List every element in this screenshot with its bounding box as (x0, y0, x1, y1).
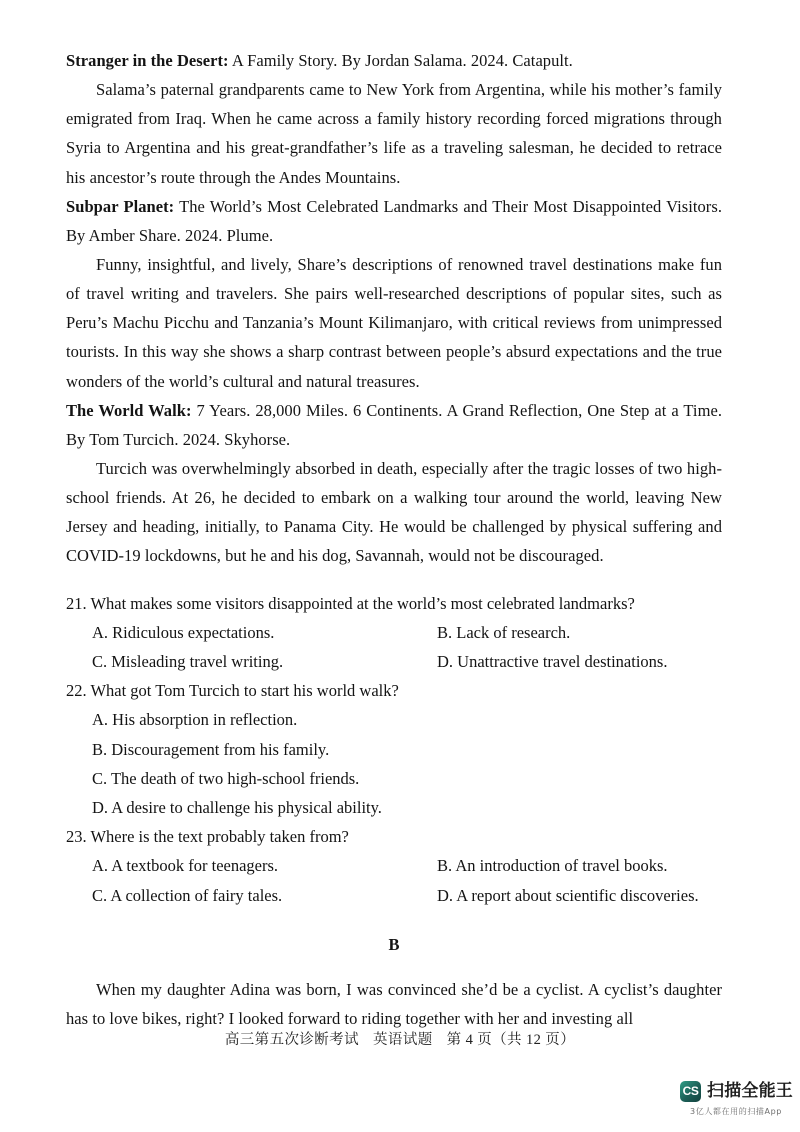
question-22-options-row-2 (66, 735, 722, 764)
book-subtitle-2: The World’s Most Celebrated Landmarks and Their Most Disappointed Visitors. By Amber Share. 2024. Plume. (66, 196, 722, 245)
question-23-options-row-2 (66, 881, 722, 910)
section-b-label: B (388, 934, 400, 954)
question-21 (66, 589, 722, 677)
question-23-option-c[interactable]: C. A collection of fairy tales. (92, 885, 283, 905)
question-22-options-row-3 (66, 764, 722, 793)
camscanner-logo-icon: CS (680, 1081, 701, 1102)
watermark-app-name: 扫描全能王 (707, 1080, 793, 1101)
footer-exam-name: 高三第五次诊断考试 (224, 1032, 359, 1048)
question-23-options-row-1 (66, 851, 722, 880)
question-21-option-d[interactable]: D. Unattractive travel destinations. (437, 652, 668, 672)
question-21-options-row-2 (66, 647, 722, 676)
book-heading-2 (66, 192, 722, 250)
book-body-1: Salama’s paternal grandparents came to New York from Argentina, while his mother’s family emigrated from Iraq. When he came across a family history recording forced migrations through Syria to Argentina and his great-grandfather’s life as a traveling salesman, he decided to retrace his ancestor’s route through the Andes Mountains. (66, 80, 722, 187)
page-content (66, 46, 722, 1033)
book-heading-1 (66, 46, 722, 75)
book-body-2: Funny, insightful, and lively, Share’s descriptions of renowned travel destinations make fun of travel writing and travelers. She pairs well-researched descriptions of popular sites, such as Peru’s Machu Picchu and Tanzania’s Mount Kilimanjaro, with critical reviews from unimpressed tourists. In this way she shows a sharp contrast between people’s absurd expectations and the true wonders of the world’s cultural and natural treasures. (66, 254, 722, 391)
watermark-tagline: 3亿人都在用的扫描App (690, 1107, 782, 1116)
question-21-option-b[interactable]: B. Lack of research. (437, 622, 571, 642)
question-23-option-d[interactable]: D. A report about scientific discoveries. (437, 885, 699, 905)
question-21-options-row-1 (66, 618, 722, 647)
question-23-option-b[interactable]: B. An introduction of travel books. (437, 856, 668, 876)
page-footer (0, 1028, 800, 1049)
question-22 (66, 676, 722, 822)
question-22-options-row-4 (66, 793, 722, 822)
question-22-option-c[interactable]: C. The death of two high-school friends. (92, 768, 360, 788)
book-title-3: The World Walk: (66, 400, 192, 420)
question-22-stem: 22. What got Tom Turcich to start his world walk? (66, 681, 399, 701)
question-21-option-a[interactable]: A. Ridiculous expectations. (92, 622, 275, 642)
question-23-option-a[interactable]: A. A textbook for teenagers. (92, 856, 279, 876)
question-22-option-b[interactable]: B. Discouragement from his family. (92, 739, 330, 759)
footer-page-number: 第 4 页（共 12 页） (446, 1032, 576, 1048)
book-body-3: Turcich was overwhelmingly absorbed in death, especially after the tragic losses of two high-school friends. At 26, he decided to embark on a walking tour around the world, leaving New Jersey and heading, initially, to Panama City. He would be challenged by physical suffering and COVID-19 lockdowns, but he and his dog, Savannah, would not be discouraged. (66, 458, 722, 566)
question-21-option-c[interactable]: C. Misleading travel writing. (92, 652, 284, 672)
section-b-paragraph: When my daughter Adina was born, I was convinced she’d be a cyclist. A cyclist’s daughter has to love bikes, right? I looked forward to riding together with her and investing all (66, 979, 722, 1029)
question-22-option-a[interactable]: A. His absorption in reflection. (92, 710, 298, 730)
question-22-option-d[interactable]: D. A desire to challenge his physical ability. (92, 797, 382, 817)
book-subtitle-3: 7 Years. 28,000 Miles. 6 Continents. A Grand Reflection, One Step at a Time. By Tom Turcich. 2024. Skyhorse. (66, 400, 722, 449)
camscanner-watermark (680, 1078, 792, 1122)
questions-list (66, 589, 722, 910)
book-title-2: Subpar Planet: (66, 196, 175, 216)
book-subtitle-1: A Family Story. By Jordan Salama. 2024. Catapult. (228, 51, 573, 70)
book-title-1: Stranger in the Desert: (66, 51, 229, 70)
question-21-stem: 21. What makes some visitors disappointed at the world’s most celebrated landmarks? (66, 593, 635, 613)
question-22-options-row-1 (66, 705, 722, 734)
book-heading-3 (66, 396, 722, 454)
question-23-stem: 23. Where is the text probably taken from? (66, 827, 349, 847)
footer-subject: 英语试题 (373, 1032, 433, 1048)
watermark-row (680, 1078, 792, 1104)
question-23 (66, 822, 722, 910)
